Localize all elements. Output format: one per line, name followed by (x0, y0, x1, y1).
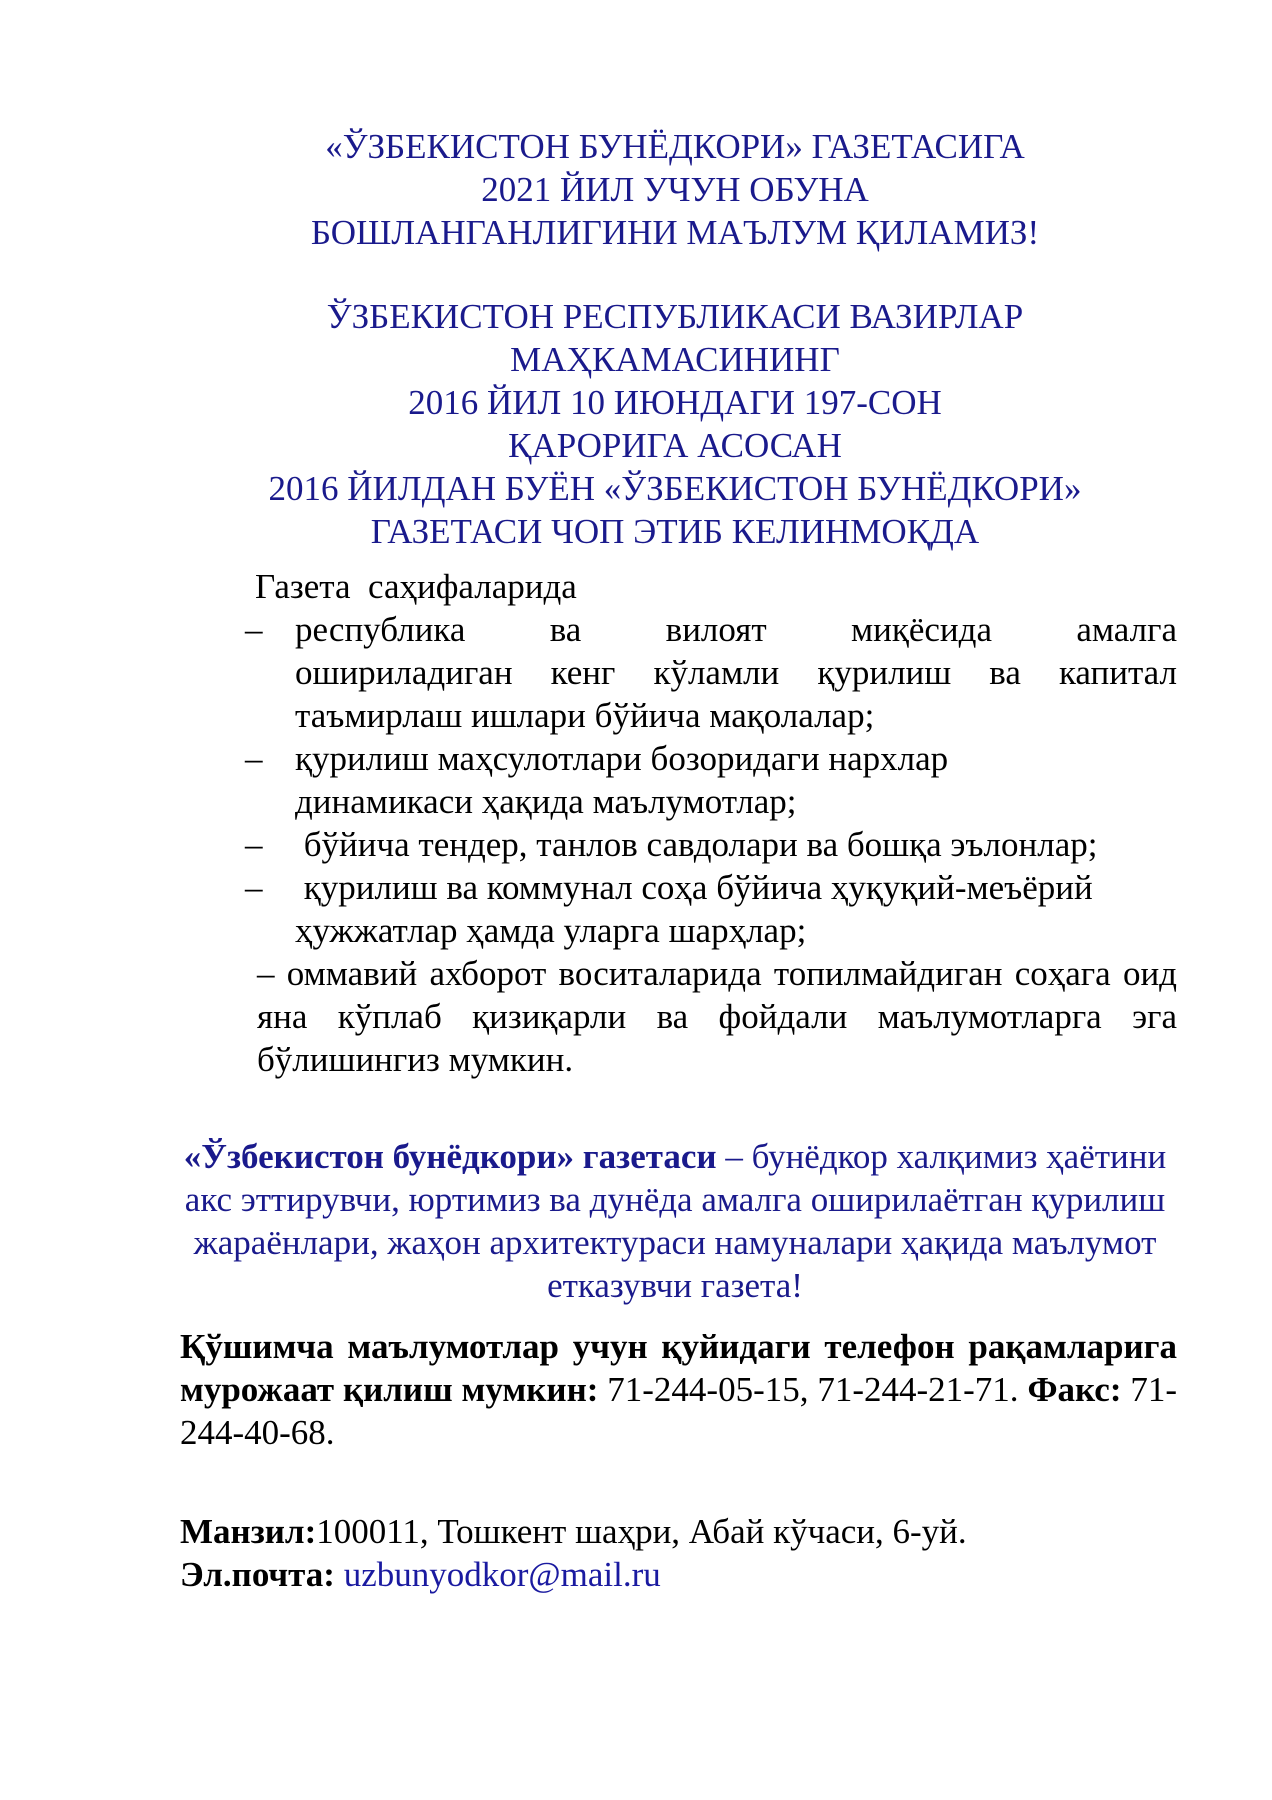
closing-text: – оммавий ахборот воситаларида топилмайдиган соҳага оид яна кўплаб қизиқарли ва фойдали маълумотларга эга бўлишингиз мумкин. (257, 954, 1177, 1079)
email-label: Эл.почта: (180, 1555, 335, 1594)
content-bullet (245, 608, 1177, 737)
heading-line: ҚАРОРИГА АСОСАН (508, 426, 842, 465)
bullet-text-line: қурилиш ва коммунал соҳа бўйича ҳуқуқий-меъёрий (295, 868, 1093, 907)
contact-label: Қўшимча маълумотлар учун қуйидаги телефон рақамларига мурожаат қилиш мумкин: (180, 1327, 1177, 1409)
bullet-dash: – (245, 739, 263, 778)
heading-line: ГАЗЕТАСИ ЧОП ЭТИБ КЕЛИНМОҚДА (370, 512, 980, 551)
newspaper-name: «Ўзбекистон бунёдкори» газетаси (183, 1137, 717, 1176)
contact-info (180, 1325, 1177, 1454)
email-line (180, 1553, 1177, 1596)
bullet-dash: – (245, 868, 263, 907)
bullet-dash: – (245, 610, 263, 649)
fax-label: Факс: (1027, 1370, 1122, 1409)
heading-line: 2021 ЙИЛ УЧУН ОБУНА (481, 170, 869, 209)
address-line (180, 1510, 1177, 1553)
bullet-text-line: қурилиш маҳсулотлари бозоридаги нархлар (295, 739, 949, 778)
bullet-text-rest: динамикаси ҳақида маълумотлар; (295, 782, 797, 821)
heading-line: 2016 ЙИЛДАН БУЁН «ЎЗБЕКИСТОН БУНЁДКОРИ» (268, 469, 1082, 508)
bullet-text-rest: ҳужжатлар ҳамда уларга шарҳлар; (295, 911, 807, 950)
closing-paragraph (180, 952, 1177, 1081)
content-intro: Газета саҳифаларида (255, 567, 577, 606)
bullet-text-rest: ошириладиган кенг кўламли қурилиш ва капитал таъмирлаш ишлари бўйича мақолалар; (295, 653, 1177, 735)
subscription-announcement-heading (180, 125, 1170, 254)
bullet-dash: – (245, 825, 263, 864)
content-bullet (245, 737, 1177, 823)
decree-heading (180, 295, 1170, 553)
address-block (180, 1510, 1177, 1596)
content-bullet (245, 823, 1177, 866)
fax-number: 71-244-40-68. (180, 1370, 1178, 1452)
bullet-text-line: бўйича тендер, танлов савдолари ва бошқа эълонлар; (295, 825, 1098, 864)
newspaper-description (180, 1135, 1170, 1307)
content-bullet (245, 866, 1177, 952)
phone-numbers: 71-244-05-15, 71-244-21-71. (598, 1370, 1019, 1409)
address-value: 100011, Тошкент шаҳри, Абай кўчаси, 6-уй. (316, 1512, 967, 1551)
newspaper-description-text: – бунёдкор халқимиз ҳаётини акс эттирувчи, юртимиз ва дунёда амалга оширилаётган қурилиш жараёнлари, жаҳон архитектураси намуналари ҳақида маълумот етказувчи газета! (184, 1137, 1167, 1305)
heading-line: ЎЗБЕКИСТОН РЕСПУБЛИКАСИ ВАЗИРЛАР (326, 297, 1024, 336)
email-link[interactable]: uzbunyodkor@mail.ru (343, 1555, 661, 1594)
heading-line: «ЎЗБЕКИСТОН БУНЁДКОРИ» ГАЗЕТАСИГА (325, 127, 1025, 166)
heading-line: МАҲКАМАСИНИНГ (510, 340, 840, 379)
address-label: Манзил: (180, 1512, 317, 1551)
bullet-text-line: республика ва вилоят миқёсида амалга (295, 610, 1177, 649)
heading-line: 2016 ЙИЛ 10 ИЮНДАГИ 197-СОН (408, 383, 942, 422)
heading-line: БОШЛАНГАНЛИГИНИ МАЪЛУМ ҚИЛАМИЗ! (310, 213, 1040, 252)
